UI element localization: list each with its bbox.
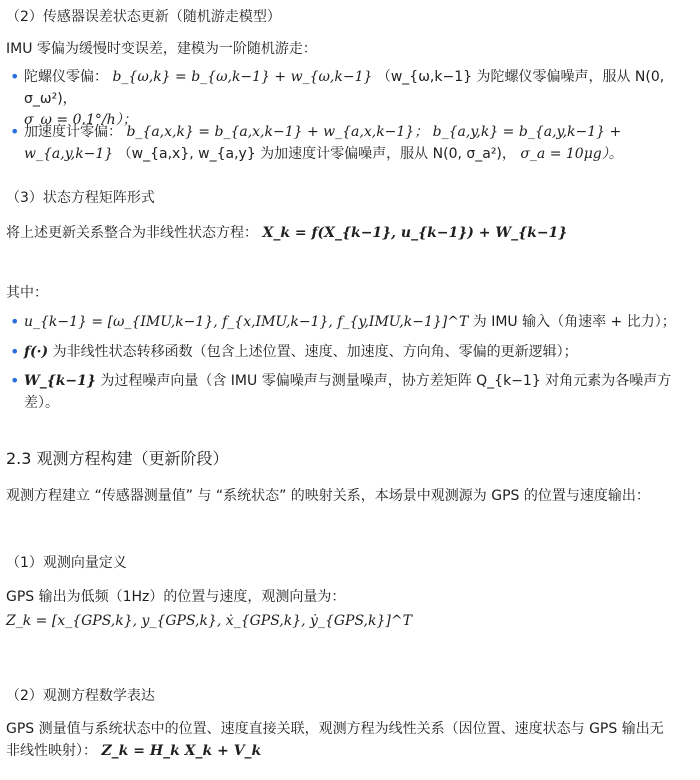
bullet-icon: • bbox=[10, 67, 20, 86]
section-title: 2.3 观测方程构建（更新阶段） bbox=[6, 449, 229, 468]
subheading-bias-update: （2）传感器误差状态更新（随机游走模型） bbox=[6, 9, 281, 25]
bullet-icon: • bbox=[10, 371, 20, 390]
observation-vector: Z_k = [x_{GPS,k}, y_{GPS,k}, ẋ_{GPS,k}, ẏ_{GPS,k}]^T bbox=[6, 613, 412, 629]
paragraph-linear: GPS 测量值与系统状态中的位置、速度直接关联，观测方程为线性关系（因位置、速度状态与 GPS 输出无非线性映射）： Z_k = H_k X_k + V_k bbox=[6, 721, 664, 759]
bullet-accel-bias: • 加速度计零偏： b_{a,x,k} = b_{a,x,k−1} + w_{a,x,k−1}； b_{a,y,k} = b_{a,y,k−1} + w_{a,y,k−1} （w_{a,x}, w_{a,y} 为加速度计零偏噪声，服从 N(0, σ_a²)， σ_a = 10μg）。 bbox=[10, 122, 623, 162]
bullet-transition-function: • f(·) 为非线性状态转移函数（包含上述位置、速度、加速度、方向角、零偏的更新逻辑）； bbox=[10, 342, 578, 361]
paragraph-imu-bias: IMU 零偏为缓慢时变误差，建模为一阶随机游走： bbox=[6, 41, 317, 57]
observation-equation: Z_k = H_k X_k + V_k bbox=[101, 742, 262, 759]
paragraph-observation: 观测方程建立 “传感器测量值” 与 “系统状态” 的映射关系，本场景中观测源为 GPS 的位置与速度输出： bbox=[6, 488, 650, 504]
bullet-input-vector: • u_{k−1} = [ω_{IMU,k−1}, f_{x,IMU,k−1}, f_{y,IMU,k−1}]^T 为 IMU 输入（角速率 + 比力）； bbox=[10, 312, 676, 331]
bullet-icon: • bbox=[10, 312, 20, 331]
paragraph-state-equation: 将上述更新关系整合为非线性状态方程： X_k = f(X_{k−1}, u_{k−1}) + W_{k−1} bbox=[6, 225, 568, 241]
subheading-observation-equation: （2）观测方程数学表达 bbox=[6, 688, 155, 704]
subheading-observation-vector: （1）观测向量定义 bbox=[6, 555, 127, 571]
paragraph-gps: GPS 输出为低频（1Hz）的位置与速度，观测向量为： bbox=[6, 589, 346, 605]
bullet-icon: • bbox=[10, 342, 20, 361]
bullet-icon: • bbox=[10, 122, 20, 141]
bullet-gyro-bias: • 陀螺仪零偏： b_{ω,k} = b_{ω,k−1} + w_{ω,k−1} （w_{ω,k−1} 为陀螺仪零偏噪声，服从 N(0, σ_ω²)， σ_ω = 0.1°/h）； bbox=[10, 67, 665, 129]
paragraph-where: 其中： bbox=[6, 285, 48, 301]
bullet-process-noise: • W_{k−1} 为过程噪声向量（含 IMU 零偏噪声与测量噪声，协方差矩阵 Q_{k−1} 对角元素为各噪声方差）。 bbox=[10, 371, 672, 411]
subheading-state-matrix: （3）状态方程矩阵形式 bbox=[6, 190, 155, 206]
state-equation: X_k = f(X_{k−1}, u_{k−1}) + W_{k−1} bbox=[262, 225, 568, 241]
